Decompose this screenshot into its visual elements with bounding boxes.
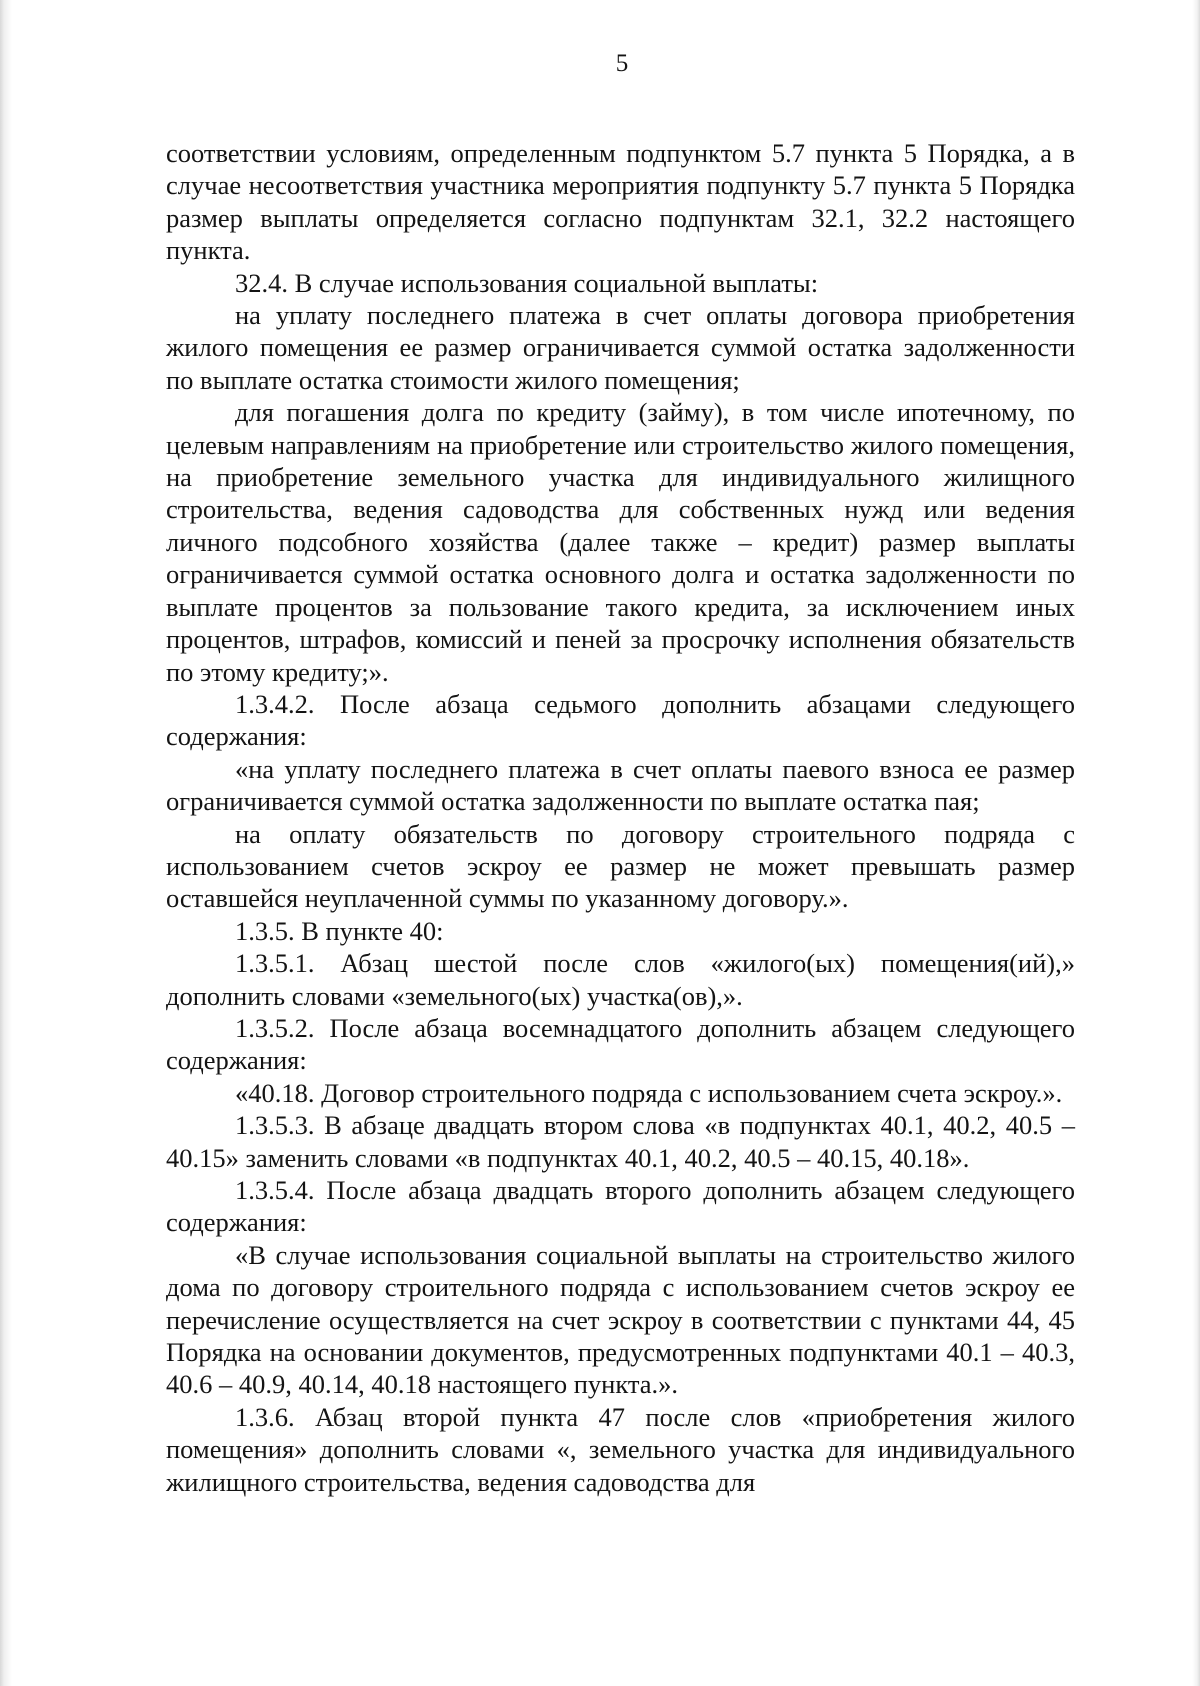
paragraph-escrow-contract: на оплату обязательств по договору строительного подряда с использованием счетов эскроу ее размер не может превышать размер оставшейся неуплаченной суммы по указанному договору.». (166, 818, 1075, 914)
paragraph-escrow-transfer: «В случае использования социальной выплаты на строительство жилого дома по договору строительного подряда с использованием счетов эскроу ее перечисление осуществляется на счет эскроу в соответствии с пунктами 44, 45 Порядка на основании документов, предусмотренных подпунктами 40.1 – 40.3, 40.6 – 40.9, 40.14, 40.18 настоящего пункта.». (166, 1239, 1075, 1400)
scan-edge-right (1192, 0, 1200, 1686)
paragraph-1-3-5: 1.3.5. В пункте 40: (235, 915, 444, 946)
paragraph-1-3-6: 1.3.6. Абзац второй пункта 47 после слов «приобретения жилого помещения» дополнить словами «, земельного участка для индивидуального жилищного строительства, ведения садоводства для (166, 1401, 1075, 1497)
scan-edge-left (0, 0, 12, 1686)
paragraph-1-3-4-2: 1.3.4.2. После абзаца седьмого дополнить абзацами следующего содержания: (166, 688, 1075, 752)
paragraph-1-3-5-1: 1.3.5.1. Абзац шестой после слов «жилого(ых) помещения(ий),» дополнить словами «земельного(ых) участка(ов),». (166, 948, 1075, 1011)
paragraph-1-3-5-2: 1.3.5.2. После абзаца восемнадцатого дополнить абзацем следующего содержания: (166, 1012, 1075, 1076)
paragraph-1-3-5-3: 1.3.5.3. В абзаце двадцать втором слова «в подпунктах 40.1, 40.2, 40.5 – 40.15» заменить словами «в подпунктах 40.1, 40.2, 40.5 – 40.15, 40.18». (166, 1110, 1075, 1173)
paragraph-1-3-5-4: 1.3.5.4. После абзаца двадцать второго дополнить абзацем следующего содержания: (166, 1175, 1075, 1238)
document-body (166, 137, 1075, 1498)
paragraph-loan-repayment: для погашения долга по кредиту (займу), в том числе ипотечному, по целевым направлениям на приобретение или строительство жилого помещения, на приобретение земельного участка для индивидуального жилищного строительства, ведения садоводства для собственных нужд или ведения личного подсобного хозяйства (далее также – кредит) размер выплаты ограничивается суммой остатка основного долга и остатка задолженности по выплате процентов за пользование такого кредита, за исключением иных процентов, штрафов, комиссий и пеней за просрочку исполнения обязательств по этому кредиту;». (166, 397, 1075, 687)
paragraph-40-18: «40.18. Договор строительного подряда с использованием счета эскроу.». (235, 1077, 1063, 1108)
paragraph-continuation: соответствии условиям, определенным подпунктом 5.7 пункта 5 Порядка, а в случае несоответствия участника мероприятия подпункту 5.7 пункта 5 Порядка размер выплаты определяется согласно подпунктам 32.1, 32.2 настоящего пункта. (166, 138, 1075, 266)
paragraph-share-payment: «на уплату последнего платежа в счет оплаты паевого взноса ее размер ограничивается суммой остатка задолженности по выплате остатка пая; (166, 753, 1075, 817)
page-number: 5 (615, 50, 629, 77)
paragraph-32-4: 32.4. В случае использования социальной выплаты: (235, 267, 819, 298)
paragraph-last-payment: на уплату последнего платежа в счет оплаты договора приобретения жилого помещения ее размер ограничивается суммой остатка задолженности по выплате остатка стоимости жилого помещения; (166, 300, 1075, 395)
